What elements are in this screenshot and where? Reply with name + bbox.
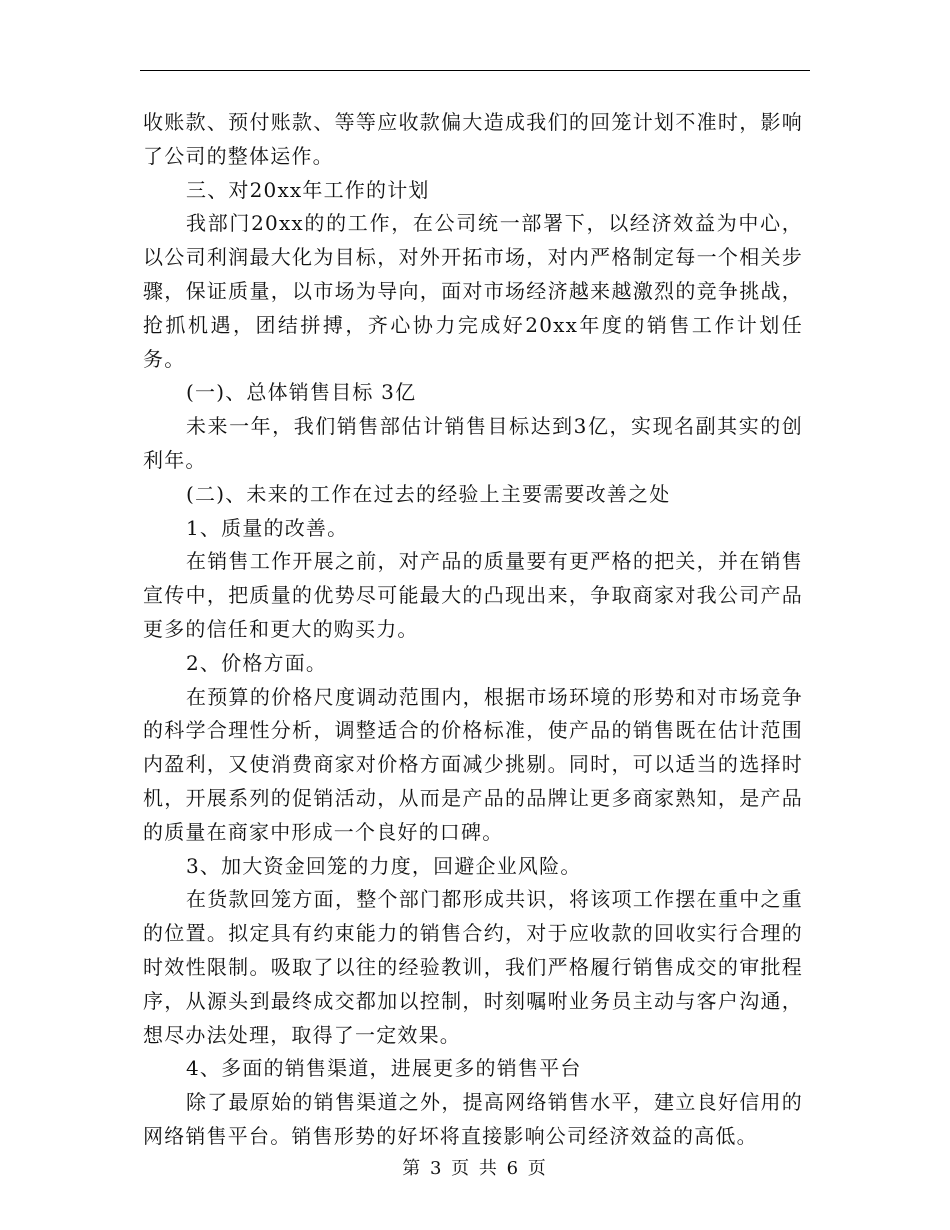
header-rule: [140, 70, 810, 71]
paragraph: 在销售工作开展之前，对产品的质量要有更严格的把关，并在销售宣传中，把质量的优势尽可能最大的凸现出来，争取商家对我公司产品更多的信任和更大的购买力。: [143, 549, 803, 641]
page-number-footer: 第 3 页 共 6 页: [402, 1158, 548, 1179]
paragraph: 未来一年，我们销售部估计销售目标达到3亿，实现名副其实的创利年。: [143, 414, 803, 472]
item-heading: 3、加大资金回笼的力度，回避企业风险。: [186, 853, 582, 878]
paragraph: 收账款、预付账款、等等应收款偏大造成我们的回笼计划不准时，影响了公司的整体运作。: [143, 110, 803, 168]
item-heading: 1、质量的改善。: [186, 515, 349, 540]
paragraph: 除了最原始的销售渠道之外，提高网络销售水平，建立良好信用的网络销售平台。销售形势的好坏将直接影响公司经济效益的高低。: [143, 1090, 803, 1148]
subsection-heading: (一)、总体销售目标 3亿: [186, 380, 417, 405]
paragraph: 在货款回笼方面，整个部门都形成共识，将该项工作摆在重中之重的位置。拟定具有约束能力的销售合约，对于应收款的回收实行合理的时效性限制。吸取了以往的经验教训，我们严格履行销售成交的审批程序，从源头到最终成交都加以控制，时刻嘱咐业务员主动与客户沟通，想尽办法处理，取得了一定效果。: [143, 887, 803, 1047]
paragraph: 我部门20xx的的工作，在公司统一部署下，以经济效益为中心，以公司利润最大化为目标，对外开拓市场，对内严格制定每一个相关步骤，保证质量，以市场为导向，面对市场经济越来越激烈的竞争挑战，抢抓机遇，团结拼搏，齐心协力完成好20xx年度的销售工作计划任务。: [143, 211, 803, 371]
document-body: [143, 106, 803, 1154]
item-heading: 2、价格方面。: [186, 650, 328, 675]
section-heading: 三、对20xx年工作的计划: [186, 177, 430, 202]
subsection-heading: (二)、未来的工作在过去的经验上主要需要改善之处: [186, 481, 671, 506]
paragraph: 在预算的价格尺度调动范围内，根据市场环境的形势和对市场竞争的科学合理性分析，调整适合的价格标准，使产品的销售既在估计范围内盈利，又使消费商家对价格方面减少挑剔。同时，可以适当的选择时机，开展系列的促销活动，从而是产品的品牌让更多商家熟知，是产品的质量在商家中形成一个良好的口碑。: [143, 684, 803, 844]
item-heading: 4、多面的销售渠道，进展更多的销售平台: [186, 1056, 582, 1081]
